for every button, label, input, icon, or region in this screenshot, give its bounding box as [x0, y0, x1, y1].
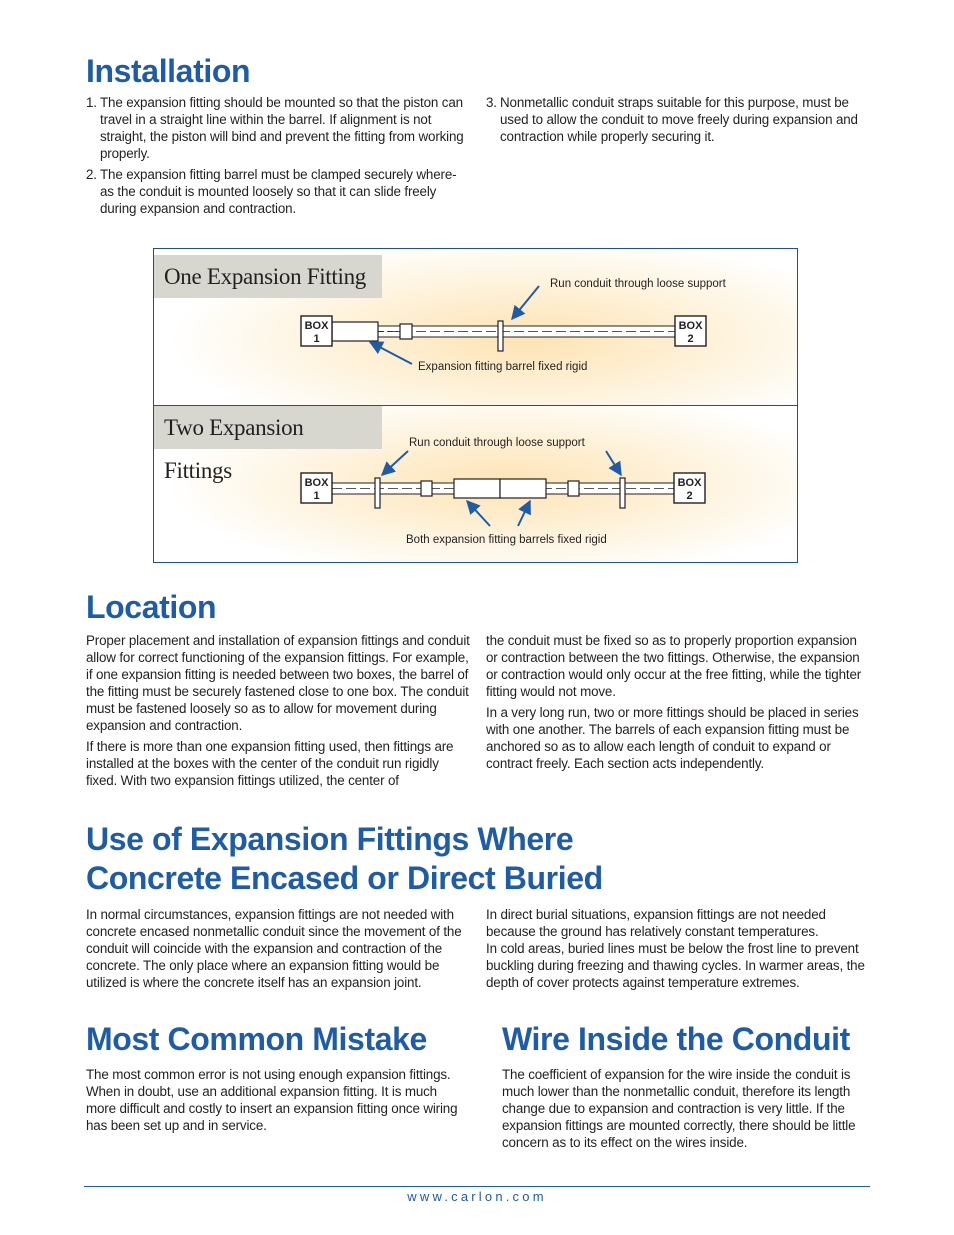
barrel-arrow-right: [518, 501, 530, 526]
location-left-column: [86, 632, 470, 793]
box-2-label: BOX: [678, 320, 703, 332]
mistake-heading: Most Common Mistake: [86, 1021, 427, 1057]
location-heading: Location: [86, 589, 217, 625]
box-1-label: BOX: [304, 320, 329, 332]
list-item: [486, 94, 868, 145]
loose-support-strap-right: [620, 478, 625, 508]
concrete-paragraph-3: In cold areas, buried lines must be below the frost line to prevent buckling during freezing and thawing cycles. In warmer areas, the depth of cover protects against temperature extremes.: [486, 941, 865, 990]
installation-list-left: [86, 94, 468, 221]
installation-list-right: [486, 94, 868, 149]
barrel-arrow-left: [467, 501, 490, 526]
wire-paragraph: The coefficient of expansion for the wire inside the conduit is much lower than the nonmetallic conduit, therefore its length change due to expansion and contraction is very little. If the expansion fittings are mounted correctly, there should be little concern as to its effect on the wires inside.: [502, 1067, 856, 1150]
barrel-arrow: [370, 342, 412, 364]
concrete-heading: [86, 820, 603, 898]
location-paragraph-3: the conduit must be fixed so as to properly proportion expansion or contraction between the two fittings. Otherwise, the expansion or contraction would only occur at the free fitting, while the tighter fitting would not move.: [486, 633, 862, 699]
support-arrow-left: [382, 451, 408, 475]
box-2: [675, 316, 706, 346]
loose-support-strap: [498, 321, 503, 351]
one-fitting-panel: [154, 249, 797, 406]
concrete-paragraph-2: In direct burial situations, expansion fittings are not needed because the ground has relatively constant temperatures.: [486, 907, 826, 939]
footer-url[interactable]: www.carlon.com: [407, 1189, 547, 1204]
box-1-number: 1: [313, 333, 320, 345]
box-2-number: 2: [686, 490, 693, 502]
loose-support-strap-left: [375, 478, 380, 508]
box-2: [674, 473, 705, 503]
expansion-fitting-barrel: [332, 322, 412, 341]
box-1: [301, 473, 332, 503]
mistake-column: [86, 1066, 462, 1138]
list-number: 2.: [86, 167, 97, 182]
list-item: [86, 94, 468, 162]
location-paragraph-1: Proper placement and installation of expansion fittings and conduit allow for correct functioning of the expansion fittings. For example, if one expansion fitting is needed between two boxes, the barrel of the fitting must be securely fastened close to one box. The conduit must be fastened loosely so as to allow for movement during expansion and contraction.: [86, 633, 470, 733]
list-text: The expansion fitting barrel must be clamped securely where-as the conduit is mounted loosely so that it can slide freely during expansion and contraction.: [100, 167, 457, 216]
barrels-label: Both expansion fitting barrels fixed rigid: [406, 534, 607, 546]
box-1: [301, 316, 332, 346]
two-fittings-panel: [154, 406, 797, 563]
concrete-paragraph-1: In normal circumstances, expansion fittings are not needed with concrete encased nonmetallic conduit since the movement of the conduit will coincide with the expansion and contraction of the concrete. The only place where an expansion fitting would be utilized is where the concrete itself has an expansion joint.: [86, 907, 462, 990]
box-1-label: BOX: [304, 477, 329, 489]
list-text: The expansion fitting should be mounted so that the piston can travel in a straight line within the barrel. If alignment is not straight, the piston will bind and prevent the fitting from working properly.: [100, 95, 464, 161]
concrete-heading-line-2: Concrete Encased or Direct Buried: [86, 860, 603, 896]
support-label: Run conduit through loose support: [550, 278, 726, 290]
box-1-number: 1: [313, 490, 320, 502]
support-label: Run conduit through loose support: [409, 437, 585, 449]
concrete-right-column: [486, 906, 870, 995]
wire-column: [502, 1066, 874, 1155]
barrel-label: Expansion fitting barrel fixed rigid: [418, 361, 588, 373]
concrete-heading-line-1: Use of Expansion Fittings Where: [86, 821, 574, 857]
location-right-column: [486, 632, 870, 776]
support-arrow-right: [606, 451, 621, 475]
list-item: [86, 166, 468, 217]
installation-heading: Installation: [86, 53, 251, 89]
list-number: 1.: [86, 95, 97, 110]
list-number: 3.: [486, 95, 497, 110]
support-arrow: [512, 286, 539, 319]
location-paragraph-4: In a very long run, two or more fittings should be placed in series with one another. The barrels of each expansion fitting must be anchored so as to allow each length of conduit to expand or contract freely. Each section acts independently.: [486, 705, 859, 771]
two-fittings-title: Two Expansion Fittings: [154, 406, 382, 449]
one-fitting-illustration: [154, 249, 797, 405]
concrete-left-column: [86, 906, 470, 995]
location-paragraph-2: If there is more than one expansion fitting used, then fittings are installed at the boxes with the center of the conduit run rigidly fixed. With two expansion fittings utilized, the center of: [86, 739, 454, 788]
box-2-label: BOX: [677, 477, 702, 489]
two-fittings-illustration: [154, 406, 797, 563]
list-text: Nonmetallic conduit straps suitable for this purpose, must be used to allow the conduit to move freely during expansion and contraction while properly securing it.: [500, 95, 858, 144]
expansion-fitting-diagram: [153, 248, 798, 563]
footer-rule: [84, 1186, 870, 1187]
one-fitting-title: One Expansion Fitting: [154, 255, 382, 298]
mistake-paragraph: The most common error is not using enough expansion fittings. When in doubt, use an additional expansion fitting. It is much more difficult and costly to insert an expansion fitting once wiring has been set up and in service.: [86, 1067, 458, 1133]
box-2-number: 2: [687, 333, 694, 345]
wire-heading: Wire Inside the Conduit: [502, 1021, 850, 1057]
